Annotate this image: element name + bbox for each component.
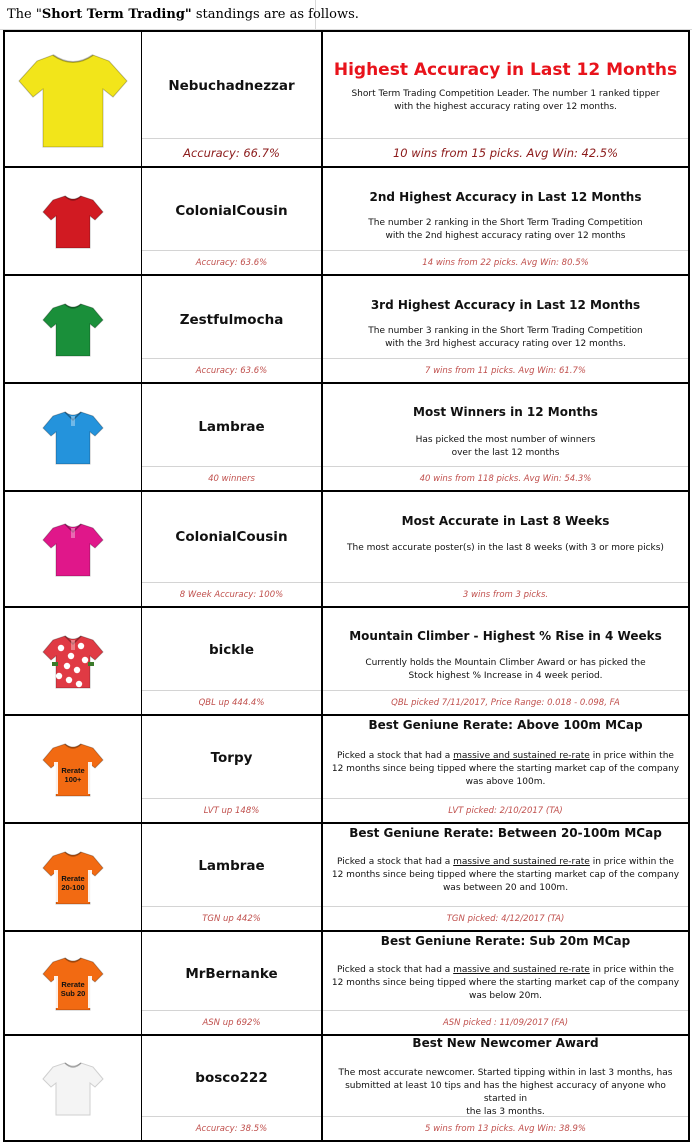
description-text: in price within the <box>589 857 674 867</box>
award-title: Best Geniune Rerate: Between 20-100m MCap <box>349 826 662 840</box>
award-description-line: The most accurate poster(s) in the last 8 weeks (with 3 or more picks) <box>347 543 664 553</box>
award-description <box>329 657 682 683</box>
standing-row <box>5 1036 688 1140</box>
description-text: in price within the <box>589 751 674 761</box>
award-cell <box>323 716 688 822</box>
tshirt-icon <box>41 192 105 250</box>
award-stat: 3 wins from 3 picks. <box>323 582 688 606</box>
member-cell <box>142 276 323 382</box>
award-stat: 14 wins from 22 picks. Avg Win: 80.5% <box>323 250 688 274</box>
award-description-line: The number 3 ranking in the Short Term Trading Competition <box>368 326 643 336</box>
member-stat: Accuracy: 38.5% <box>142 1116 321 1140</box>
award-description-line: Currently holds the Mountain Climber Award or has picked the <box>365 658 646 668</box>
description-text: Picked a stock that had a <box>337 751 454 761</box>
award-cell <box>323 384 688 490</box>
award-description <box>329 964 682 1003</box>
standing-row <box>5 824 688 932</box>
award-description <box>329 856 682 895</box>
award-description-line: submitted at least 10 tips and has the highest accuracy of anyone who started in <box>345 1081 666 1104</box>
award-stat: 10 wins from 15 picks. Avg Win: 42.5% <box>323 138 688 166</box>
award-description-line: with the 2nd highest accuracy rating over 12 months <box>385 231 626 241</box>
member-cell <box>142 608 323 714</box>
member-name: MrBernanke <box>185 966 278 982</box>
award-description <box>329 88 682 114</box>
description-underlined: massive and sustained re-rate <box>453 857 590 867</box>
standing-row <box>5 932 688 1036</box>
tshirt-icon <box>41 632 105 690</box>
shirt-cell <box>5 168 142 274</box>
award-title: Most Winners in 12 Months <box>413 405 598 419</box>
award-description <box>329 1067 682 1119</box>
member-name: bickle <box>208 642 255 658</box>
member-cell <box>142 1036 323 1140</box>
award-description-line <box>329 750 682 763</box>
tshirt-icon <box>41 408 105 466</box>
member-cell <box>142 492 323 606</box>
member-stat: LVT up 148% <box>142 798 321 822</box>
member-name: Torpy <box>210 750 253 766</box>
award-title: Best New Newcomer Award <box>412 1036 599 1050</box>
award-cell <box>323 824 688 930</box>
member-stat: QBL up 444.4% <box>142 690 321 714</box>
award-cell <box>323 492 688 606</box>
description-text: Picked a stock that had a <box>337 857 454 867</box>
shirt-label-line2: 100+ <box>64 775 82 784</box>
award-title: Most Accurate in Last 8 Weeks <box>401 514 610 528</box>
award-description-line: was below 20m. <box>469 991 542 1001</box>
member-name: ColonialCousin <box>175 203 288 219</box>
award-description <box>329 750 682 789</box>
award-description-line: 12 months since being tipped where the starting market cap of the company <box>331 764 680 774</box>
award-description-line: Short Term Trading Competition Leader. The number 1 ranked tipper <box>351 89 660 99</box>
tshirt-icon <box>41 520 105 578</box>
award-description-line: Has picked the most number of winners <box>415 435 596 445</box>
award-description <box>329 217 682 243</box>
intro-bold: Short Term Trading" <box>41 7 192 22</box>
award-stat: LVT picked: 2/10/2017 (TA) <box>323 798 688 822</box>
award-description-line: with the 3rd highest accuracy rating over 12 months. <box>385 339 626 349</box>
tshirt-icon <box>41 740 105 798</box>
description-text: Picked a stock that had a <box>337 965 454 975</box>
award-description-line <box>329 856 682 869</box>
member-stat: 8 Week Accuracy: 100% <box>142 582 321 606</box>
award-description-line: Stock highest % Increase in 4 week period. <box>408 671 603 681</box>
shirt-cell <box>5 824 142 930</box>
member-name: Lambrae <box>198 419 265 435</box>
member-name: Lambrae <box>198 858 265 874</box>
tshirt-icon <box>17 47 129 151</box>
member-name: Nebuchadnezzar <box>168 78 295 94</box>
standing-row <box>5 276 688 384</box>
member-stat: ASN up 692% <box>142 1010 321 1034</box>
award-stat: 40 wins from 118 picks. Avg Win: 54.3% <box>323 466 688 490</box>
award-cell <box>323 608 688 714</box>
standing-row <box>5 32 688 168</box>
shirt-label-line1: Rerate <box>61 874 85 883</box>
member-cell <box>142 384 323 490</box>
award-cell <box>323 1036 688 1140</box>
award-title: Highest Accuracy in Last 12 Months <box>333 60 678 80</box>
intro-row <box>0 0 692 30</box>
award-stat: 7 wins from 11 picks. Avg Win: 61.7% <box>323 358 688 382</box>
award-description-line: The number 2 ranking in the Short Term Trading Competition <box>368 218 643 228</box>
shirt-cell <box>5 32 142 166</box>
award-description-line: 12 months since being tipped where the starting market cap of the company <box>331 870 680 880</box>
award-description-line: 12 months since being tipped where the starting market cap of the company <box>331 978 680 988</box>
award-title: 2nd Highest Accuracy in Last 12 Months <box>369 190 642 204</box>
description-text: in price within the <box>589 965 674 975</box>
standing-row <box>5 384 688 492</box>
member-stat: 40 winners <box>142 466 321 490</box>
award-stat: TGN picked: 4/12/2017 (TA) <box>323 906 688 930</box>
shirt-cell <box>5 716 142 822</box>
award-description-line: was between 20 and 100m. <box>442 883 569 893</box>
member-cell <box>142 168 323 274</box>
intro-prefix: The " <box>7 7 42 22</box>
award-stat: ASN picked : 11/09/2017 (FA) <box>323 1010 688 1034</box>
award-stat: 5 wins from 13 picks. Avg Win: 38.9% <box>323 1116 688 1140</box>
award-cell <box>323 32 688 166</box>
award-title: Best Geniune Rerate: Above 100m MCap <box>368 718 643 732</box>
description-underlined: massive and sustained re-rate <box>453 965 590 975</box>
award-description-line: the las 3 months. <box>466 1107 545 1117</box>
member-cell <box>142 32 323 166</box>
shirt-cell <box>5 492 142 606</box>
member-cell <box>142 716 323 822</box>
member-cell <box>142 824 323 930</box>
member-name: bosco222 <box>195 1070 268 1086</box>
award-cell <box>323 932 688 1034</box>
award-title: Mountain Climber - Highest % Rise in 4 Weeks <box>349 629 662 643</box>
award-description-line: The most accurate newcomer. Started tipping within in last 3 months, has <box>338 1068 673 1078</box>
tshirt-icon <box>41 954 105 1012</box>
tshirt-icon <box>41 300 105 358</box>
member-stat: Accuracy: 63.6% <box>142 358 321 382</box>
award-cell <box>323 276 688 382</box>
standing-row <box>5 168 688 276</box>
member-cell <box>142 932 323 1034</box>
member-name: ColonialCousin <box>175 529 288 545</box>
award-description-line: was above 100m. <box>465 777 546 787</box>
shirt-label-line1: Rerate <box>61 980 85 989</box>
award-description <box>329 434 682 460</box>
shirt-cell <box>5 384 142 490</box>
intro-suffix: standings are as follows. <box>191 7 359 22</box>
shirt-cell <box>5 932 142 1034</box>
award-description-line <box>329 964 682 977</box>
award-cell <box>323 168 688 274</box>
award-description <box>329 542 682 555</box>
shirt-label-line2: 20-100 <box>61 883 85 892</box>
shirt-cell <box>5 1036 142 1140</box>
award-description <box>329 325 682 351</box>
member-stat: Accuracy: 66.7% <box>142 138 321 166</box>
tshirt-icon <box>41 848 105 906</box>
intro-text <box>0 0 359 29</box>
standing-row <box>5 716 688 824</box>
shirt-cell <box>5 608 142 714</box>
shirt-cell <box>5 276 142 382</box>
award-stat: QBL picked 7/11/2017, Price Range: 0.018 - 0.098, FA <box>323 690 688 714</box>
standing-row <box>5 608 688 716</box>
member-stat: Accuracy: 63.6% <box>142 250 321 274</box>
award-description-line: with the highest accuracy rating over 12 months. <box>394 102 617 112</box>
award-title: Best Geniune Rerate: Sub 20m MCap <box>380 934 631 948</box>
award-title: 3rd Highest Accuracy in Last 12 Months <box>370 298 641 312</box>
member-name: Zestfulmocha <box>179 312 284 328</box>
shirt-label-line2: Sub 20 <box>60 989 86 998</box>
tshirt-icon <box>41 1059 105 1117</box>
standing-row <box>5 492 688 608</box>
member-stat: TGN up 442% <box>142 906 321 930</box>
award-description-line: over the last 12 months <box>451 448 560 458</box>
standings-table <box>3 30 690 1142</box>
shirt-label-line1: Rerate <box>61 766 85 775</box>
description-underlined: massive and sustained re-rate <box>453 751 590 761</box>
